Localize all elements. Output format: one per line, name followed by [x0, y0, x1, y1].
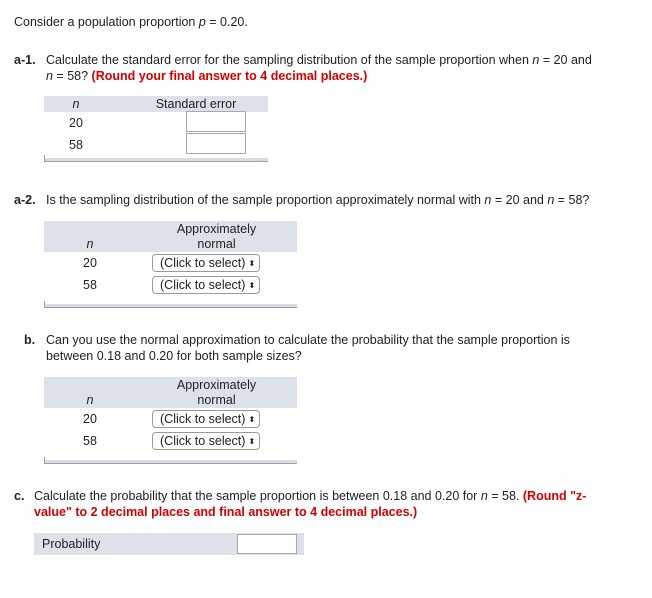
question-a2-text2: = 20 and	[491, 193, 548, 207]
select-label: (Click to select)	[160, 434, 246, 448]
table-a1-n-20: 20	[69, 116, 83, 130]
question-a1-text2: = 20 and	[539, 53, 592, 67]
table-a1-footer-tick	[44, 155, 45, 162]
select-label: (Click to select)	[160, 278, 246, 292]
approx-normal-select-a2-58[interactable]	[152, 276, 260, 294]
table-a2-footer-bar	[44, 304, 297, 308]
question-b	[24, 332, 634, 364]
question-c-instruction-line1: (Round "z-	[522, 489, 587, 503]
question-b-label: b.	[24, 333, 36, 347]
question-c-text2: = 58.	[487, 489, 523, 503]
table-a2-n-20: 20	[83, 256, 97, 270]
table-b	[44, 377, 297, 464]
question-b-text-line2: between 0.18 and 0.20 for both sample sizes?	[46, 349, 302, 363]
question-a1-label: a-1.	[14, 53, 36, 67]
table-row	[44, 112, 268, 134]
standard-error-input-20[interactable]	[186, 111, 246, 132]
table-b-footer	[44, 460, 297, 464]
question-a1-text3: = 58?	[52, 69, 92, 83]
question-a2-var2: n	[547, 193, 555, 207]
intro-text-before: Consider a population proportion	[14, 15, 199, 29]
table-a1-col-n: n	[72, 97, 80, 111]
table-a2	[44, 221, 297, 308]
table-b-col-value	[136, 378, 297, 408]
question-a1-var1: n	[532, 53, 540, 67]
table-row	[44, 134, 268, 156]
table-a1-footer	[44, 158, 268, 162]
table-a2-footer-tick	[44, 301, 45, 308]
table-b-n-20: 20	[83, 412, 97, 426]
question-c-text1: Calculate the probability that the sample proportion is between 0.18 and 0.20 for	[34, 489, 481, 503]
question-a2-var1: n	[484, 193, 492, 207]
select-label: (Click to select)	[160, 256, 246, 270]
table-b-footer-bar	[44, 460, 297, 464]
table-a2-n-58: 58	[83, 278, 97, 292]
select-arrows-icon: ⬍	[248, 415, 256, 424]
table-a2-col-value-line1: Approximately	[176, 221, 257, 236]
table-b-col-value-line2: normal	[197, 392, 236, 407]
table-a1-n-58: 58	[69, 138, 83, 152]
table-row	[44, 408, 297, 430]
select-arrows-icon: ⬍	[248, 281, 256, 290]
question-a2-text3: = 58?	[554, 193, 590, 207]
question-a1-var2: n	[46, 69, 53, 83]
table-a2-header	[44, 221, 297, 252]
table-a2-col-value-line2: normal	[197, 236, 236, 251]
select-arrows-icon: ⬍	[248, 259, 256, 268]
question-a2	[14, 192, 634, 208]
question-c-instruction-line2: value" to 2 decimal places and final answer to 4 decimal places.)	[34, 505, 418, 519]
approx-normal-select-b-58[interactable]	[152, 432, 260, 450]
probability-label: Probability	[42, 537, 101, 551]
table-b-col-value-line1: Approximately	[176, 377, 257, 392]
table-a2-col-value	[136, 222, 297, 252]
question-a1-text1: Calculate the standard error for the sampling distribution of the sample proportion when	[46, 53, 533, 67]
select-arrows-icon: ⬍	[248, 437, 256, 446]
intro-text	[14, 15, 248, 29]
question-a1-instruction: (Round your final answer to 4 decimal places.)	[91, 69, 368, 83]
table-a1-header	[44, 96, 268, 112]
table-b-n-58: 58	[83, 434, 97, 448]
intro-text-after: = 0.20.	[205, 15, 248, 29]
probability-row	[34, 533, 304, 555]
intro-var-p: p	[198, 15, 206, 29]
question-a2-text1: Is the sampling distribution of the sample proportion approximately normal with	[46, 193, 485, 207]
probability-input[interactable]	[237, 534, 297, 554]
table-a2-col-n: n	[86, 236, 94, 251]
approx-normal-select-a2-20[interactable]	[152, 254, 260, 272]
table-a1-footer-bar	[44, 158, 268, 162]
question-c-label: c.	[14, 489, 25, 503]
question-c-var1: n	[480, 489, 488, 503]
question-a2-label: a-2.	[14, 193, 36, 207]
question-b-text-line1: Can you use the normal approximation to calculate the probability that the sample proportion is	[46, 333, 570, 347]
question-a1	[14, 52, 634, 84]
approx-normal-select-b-20[interactable]	[152, 410, 260, 428]
table-b-col-n: n	[86, 392, 94, 407]
table-b-footer-tick	[44, 457, 45, 464]
table-row	[44, 274, 297, 296]
table-row	[44, 252, 297, 274]
table-b-header	[44, 377, 297, 408]
standard-error-input-58[interactable]	[186, 133, 246, 154]
table-a2-footer	[44, 304, 297, 308]
question-c	[14, 488, 634, 520]
table-a1-col-value: Standard error	[155, 97, 237, 111]
table-row	[44, 430, 297, 452]
table-a1	[44, 96, 268, 162]
select-label: (Click to select)	[160, 412, 246, 426]
